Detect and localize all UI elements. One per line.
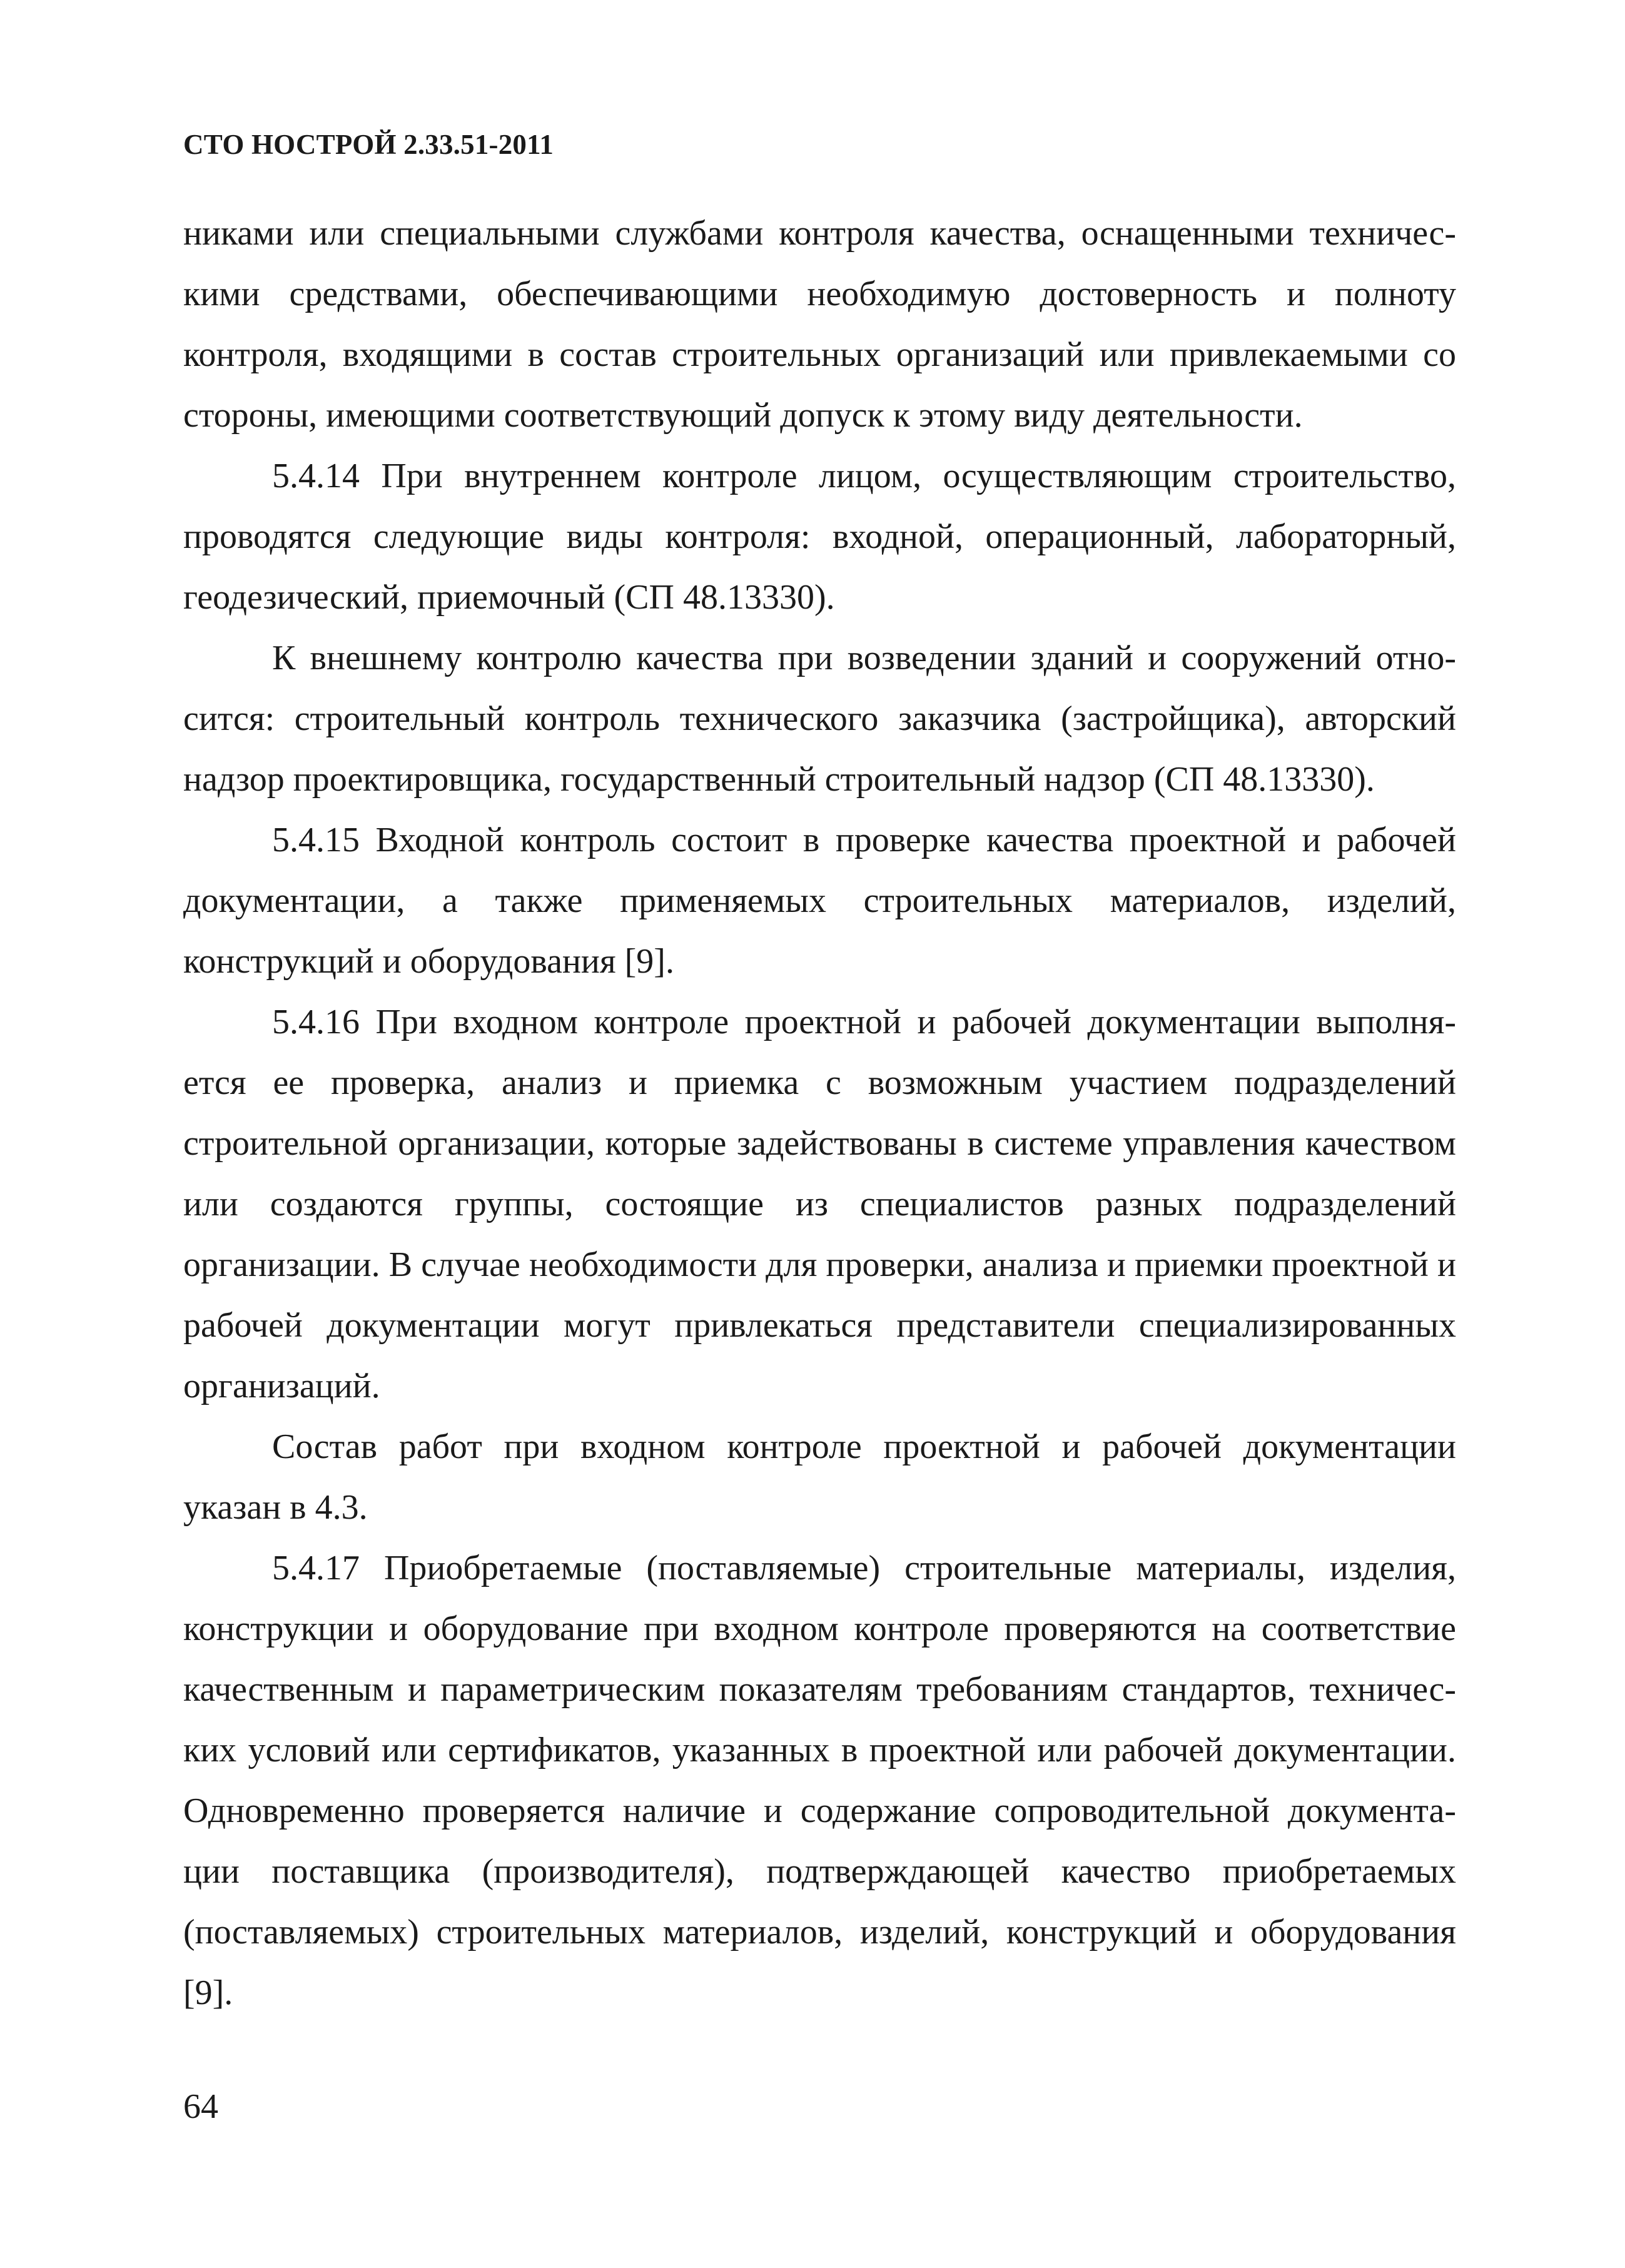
paragraph-5-4-15: 5.4.15 Входной контроль состоит в проверке качества проектной и рабочей документации, а также применяемых строительных материалов, изделий, конструкций и оборудования [9].	[183, 821, 1456, 981]
paragraph-continuation: никами или специальными службами контроля качества, оснащенными техничес-кими средствами, обеспечивающими необходимую достоверность и полноту контроля, входящими в состав строительных организаций или привлекаемыми со стороны, имеющими соответствующий допуск к этому виду деятельности.	[183, 214, 1456, 435]
page-number: 64	[183, 2087, 218, 2126]
paragraph-work-composition: Состав работ при входном контроле проектной и рабочей документации указан в 4.3.	[183, 1427, 1456, 1527]
document-header: СТО НОСТРОЙ 2.33.51-2011	[183, 129, 554, 160]
paragraph-5-4-16: 5.4.16 При входном контроле проектной и рабочей документации выполня-ется ее проверка, анализ и приемка с возможным участием подразделений строительной организации, которые задействованы в системе управления качеством или создаются группы, состоящие из специалистов разных подразделений организации. В случае необходимости для проверки, анализа и приемки проектной и рабочей документации могут привлекаться представители специализированных организаций.	[183, 1003, 1456, 1405]
document-body	[183, 203, 1456, 2023]
paragraph-5-4-17: 5.4.17 Приобретаемые (поставляемые) строительные материалы, изделия, конструкции и оборудование при входном контроле проверяются на соответствие качественным и параметрическим показателям требованиям стандартов, техничес-ких условий или сертификатов, указанных в проектной или рабочей документации. Одновременно проверяется наличие и содержание сопроводительной документа-ции поставщика (производителя), подтверждающей качество приобретаемых (поставляемых) строительных материалов, изделий, конструкций и оборудования [9].	[183, 1549, 1456, 2012]
paragraph-5-4-14: 5.4.14 При внутреннем контроле лицом, осуществляющим строительство, проводятся следующие виды контроля: входной, операционный, лабораторный, геодезический, приемочный (СП 48.13330).	[183, 457, 1456, 617]
paragraph-external-control: К внешнему контролю качества при возведении зданий и сооружений отно-сится: строительный контроль технического заказчика (застройщика), авторский надзор проектировщика, государственный строительный надзор (СП 48.13330).	[183, 639, 1456, 799]
